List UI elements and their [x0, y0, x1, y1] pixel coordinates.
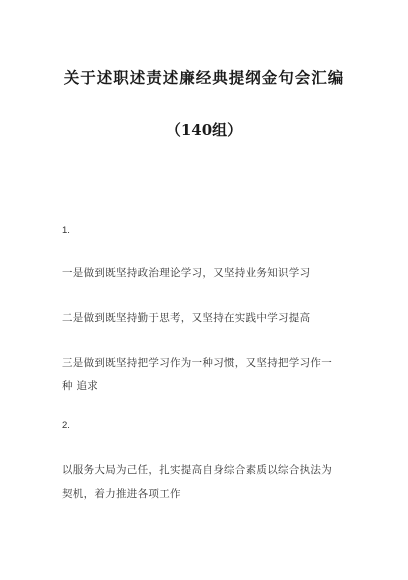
section-line: 以服务大局为己任，扎实提高自身综合素质以综合执法为 [62, 464, 332, 476]
section-line: 契机，着力推进各项工作 [62, 488, 181, 500]
document-subtitle: （140组） [165, 121, 243, 139]
section-line: 种 追求 [62, 380, 99, 392]
document-title: 关于述职述责述廉经典提纲金句会汇编 [63, 68, 345, 87]
section-line: 三是做到既坚持把学习作为一种习惯，又坚持把学习作一 [62, 357, 332, 369]
section-line: 一是做到既坚持政治理论学习，又坚持业务知识学习 [62, 267, 311, 279]
section-number: 2. [62, 420, 70, 431]
section-line: 二是做到既坚持勤于思考，又坚持在实践中学习提高 [62, 312, 311, 324]
section-number: 1. [62, 225, 70, 236]
